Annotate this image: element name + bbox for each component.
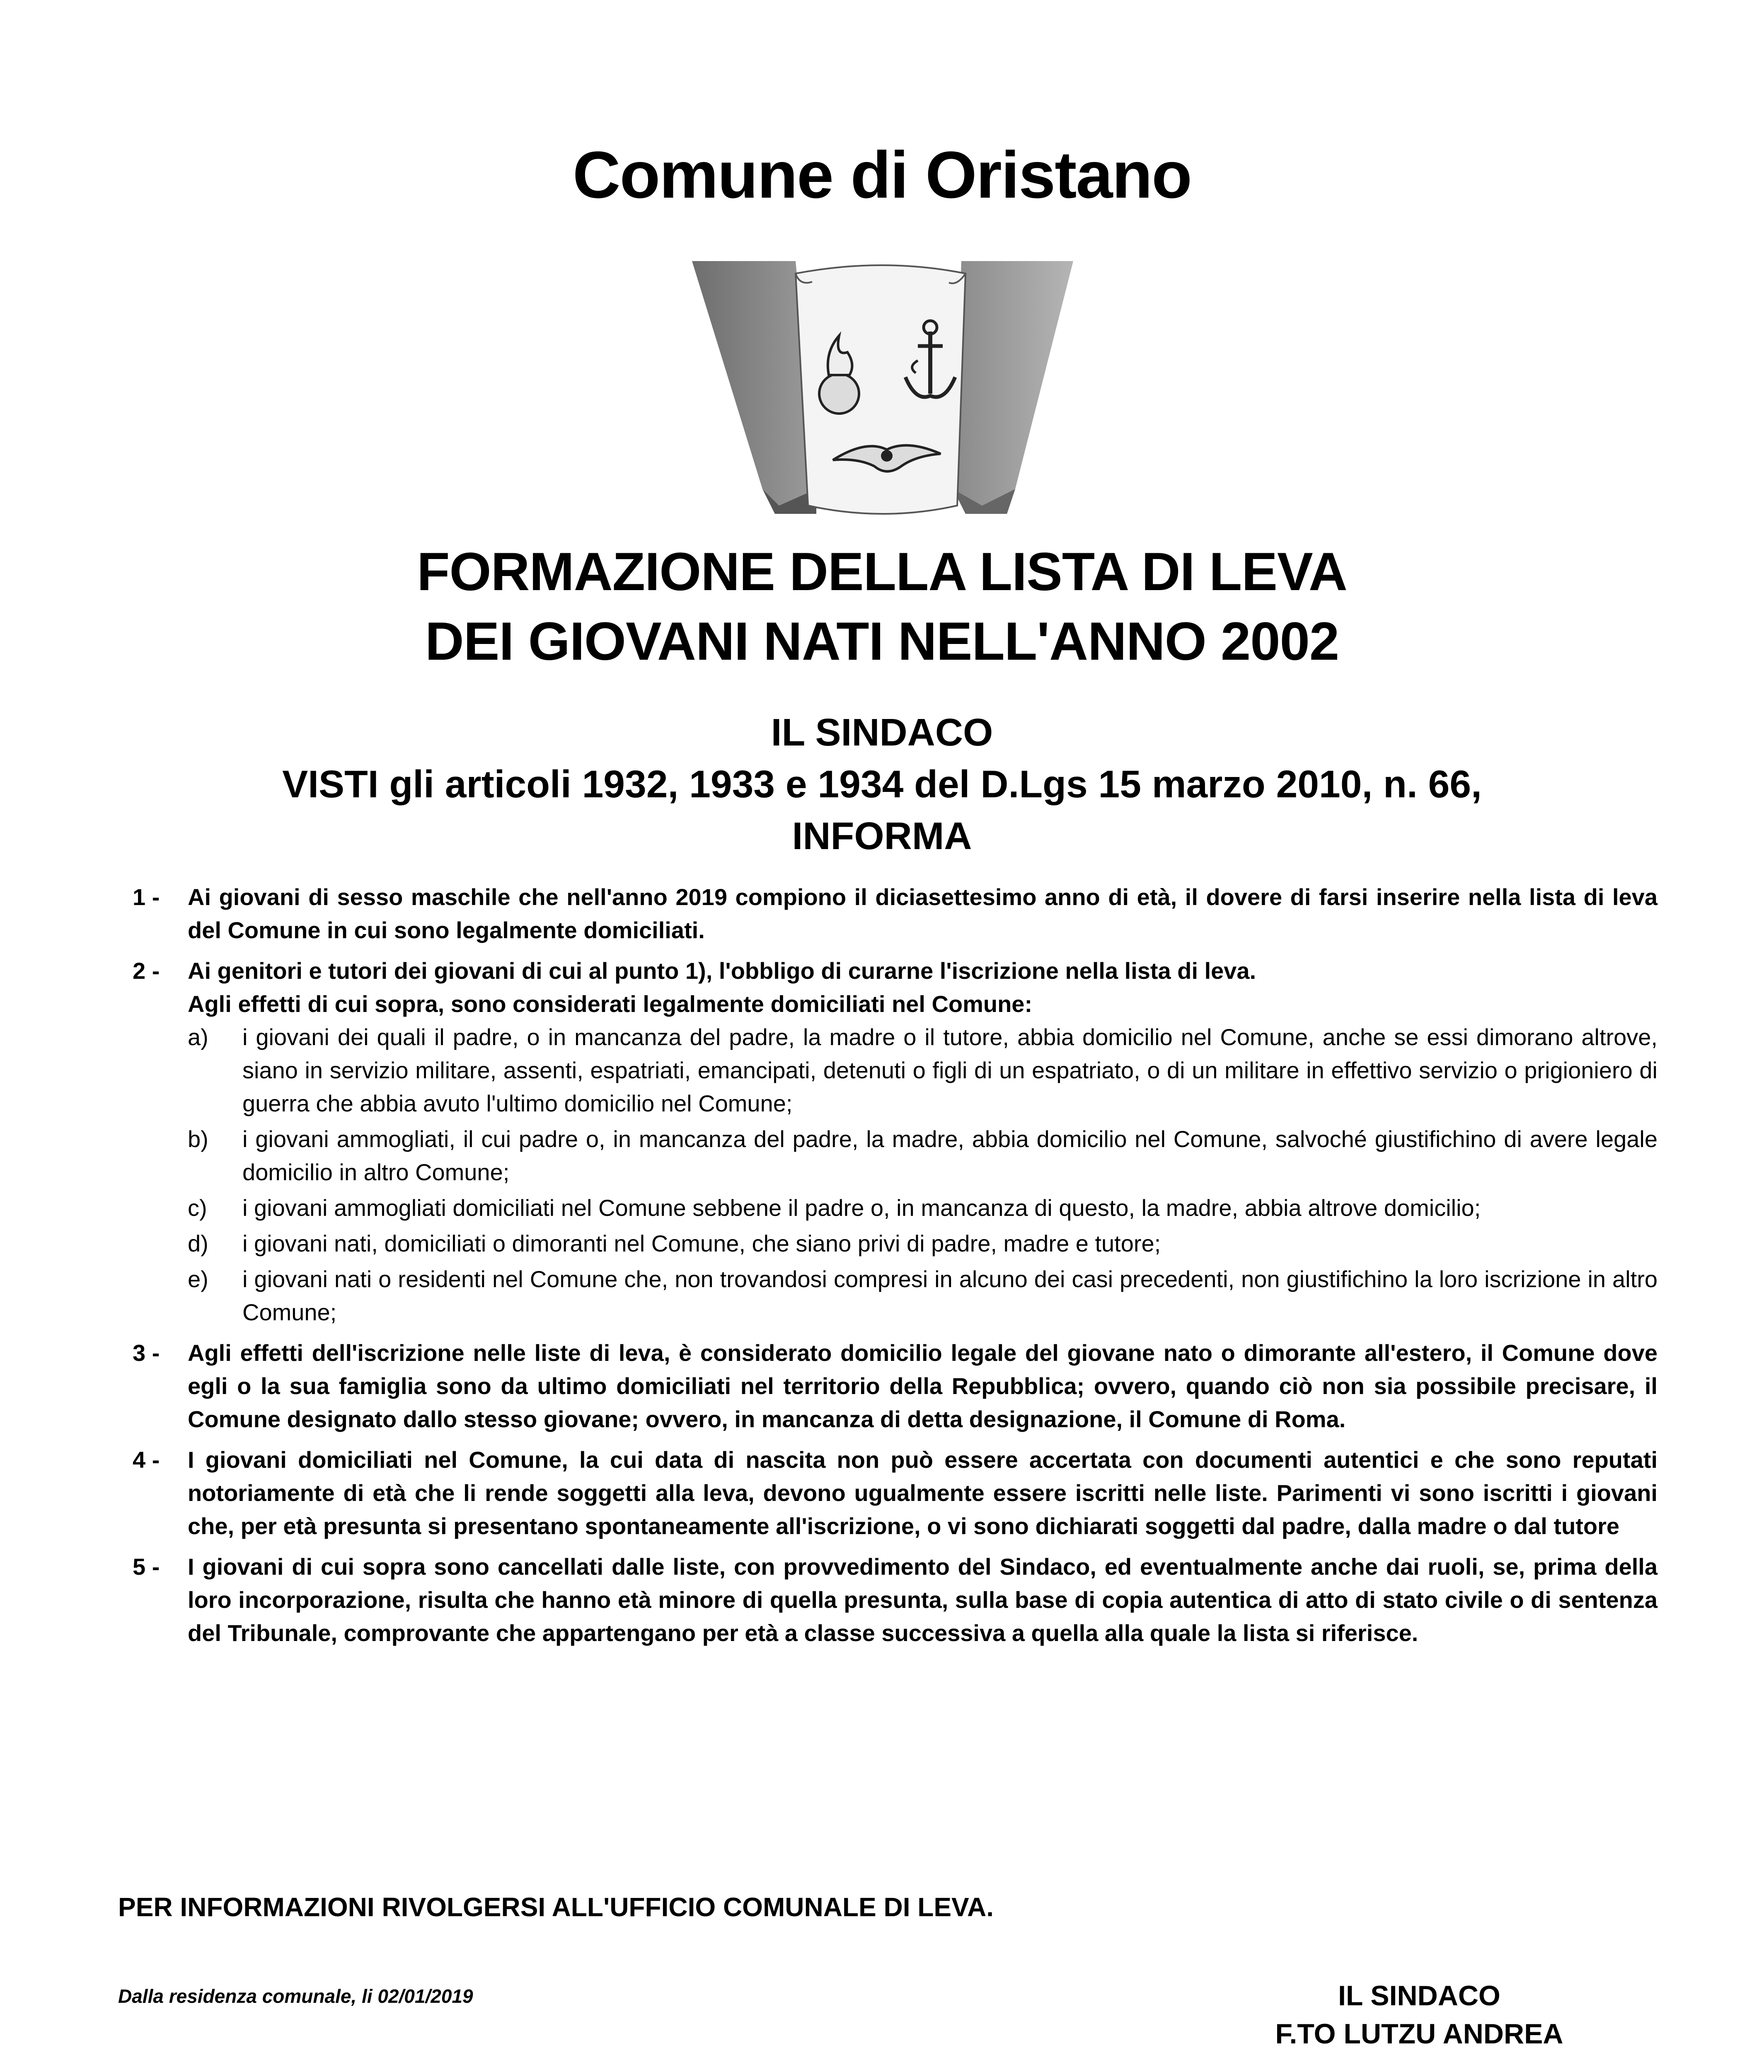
list-item	[188, 1123, 1658, 1189]
item-number: 1 -	[133, 884, 160, 910]
item-text: I giovani domiciliati nel Comune, la cui data di nascita non può essere accertata con documenti autentici e che sono reputati notoriamente di età che li rende soggetti alla leva, devono ugualmente essere iscritti nelle liste. Parimenti vi sono iscritti i giovani che, per età presunta si presentano spontaneamente all'iscrizione, o vi sono dichiarati soggetti dal padre, dalla madre o dal tutore	[188, 1447, 1658, 1539]
list-item-text: i giovani nati, domiciliati o dimoranti nel Comune, che siano privi di padre, madre e tutore;	[242, 1230, 1161, 1256]
list-item-text: i giovani ammogliati domiciliati nel Comune sebbene il padre o, in mancanza di questo, la madre, abbia altrove domicilio;	[242, 1195, 1481, 1221]
info-contact-line: PER INFORMAZIONI RIVOLGERSI ALL'UFFICIO COMUNALE DI LEVA.	[118, 1892, 994, 1922]
item-text: I giovani di cui sopra sono cancellati dalle liste, con provvedimento del Sindaco, ed eventualmente anche dai ruoli, se, prima della loro incorporazione, risulta che hanno età minore di quella presunta, sulla base di copia autentica di atto di stato civile o di sentenza del Tribunale, comprovante che appartengano per età a classe successiva a quella alla quale la lista si riferisce.	[188, 1554, 1658, 1646]
military-emblem-icon	[692, 257, 1073, 522]
municipality-title: Comune di Oristano	[573, 138, 1191, 212]
list-item	[188, 1227, 1658, 1260]
item-text: Ai genitori e tutori dei giovani di cui al punto 1), l'obbligo di curarne l'iscrizione nella lista di leva.	[188, 958, 1256, 984]
list-item	[188, 1263, 1658, 1329]
list-item-text: i giovani dei quali il padre, o in mancanza del padre, la madre o il tutore, abbia domicilio nel Comune, anche se essi dimorano altrove, siano in servizio militare, assenti, espatriati, emancipati, detenuti o figli di un espatriato, o di un militare in effettivo servizio o prigioniero di guerra che abbia avuto l'ultimo domicilio nel Comune;	[242, 1024, 1658, 1116]
headline-line-1: FORMAZIONE DELLA LISTA DI LEVA	[417, 541, 1347, 602]
list-item-letter: b)	[188, 1126, 208, 1152]
item-text: Agli effetti dell'iscrizione nelle liste di leva, è considerato domicilio legale del giovane nato o dimorante all'estero, il Comune dove egli o la sua famiglia sono da ultimo domiciliati nel territorio della Repubblica; ovvero, quando ciò non sia possibile precisare, il Comune designato dallo stesso giovane; ovvero, in mancanza di detta designazione, il Comune di Roma.	[188, 1340, 1658, 1432]
list-item-letter: c)	[188, 1195, 207, 1221]
item-number: 4 -	[133, 1447, 160, 1473]
notice-headline	[0, 537, 1764, 676]
headline-line-2: DEI GIOVANI NATI NELL'ANNO 2002	[425, 611, 1339, 671]
notice-item-5	[133, 1550, 1658, 1650]
list-item-letter: a)	[188, 1024, 208, 1050]
domicile-cases-list	[188, 1021, 1658, 1329]
signature-name: F.TO LUTZU ANDREA	[1275, 2018, 1563, 2050]
notice-item-1	[133, 881, 1658, 947]
sindaco-heading: IL SINDACO	[771, 711, 993, 754]
visti-line: VISTI gli articoli 1932, 1933 e 1934 del D.Lgs 15 marzo 2010, n. 66,	[282, 762, 1482, 806]
notice-item-3	[133, 1336, 1658, 1436]
notice-items	[133, 881, 1658, 1657]
item-text: Ai giovani di sesso maschile che nell'anno 2019 compiono il diciasettesimo anno di età, il dovere di farsi inserire nella lista di leva del Comune in cui sono legalmente domiciliati.	[188, 884, 1658, 943]
signature-block	[1202, 1977, 1637, 2072]
item-text: Agli effetti di cui sopra, sono considerati legalmente domiciliati nel Comune:	[188, 991, 1033, 1017]
list-item-letter: d)	[188, 1230, 208, 1256]
sindaco-declaration	[0, 707, 1764, 862]
list-item-text: i giovani nati o residenti nel Comune che, non trovandosi compresi in alcuno dei casi precedenti, non giustifichino la loro iscrizione in altro Comune;	[242, 1266, 1658, 1325]
item-number: 3 -	[133, 1340, 160, 1366]
notice-item-2	[133, 954, 1658, 1329]
notice-item-4	[133, 1443, 1658, 1543]
list-item	[188, 1191, 1658, 1225]
date-line: Dalla residenza comunale, li 02/01/2019	[118, 1985, 473, 2007]
informa-heading: INFORMA	[792, 814, 972, 857]
list-item-letter: e)	[188, 1266, 208, 1292]
signature-title: IL SINDACO	[1338, 1980, 1500, 2011]
list-item	[188, 1021, 1658, 1120]
list-item-text: i giovani ammogliati, il cui padre o, in mancanza del padre, la madre, abbia domicilio nel Comune, salvoché giustifichino di avere legale domicilio in altro Comune;	[242, 1126, 1658, 1185]
item-number: 5 -	[133, 1554, 160, 1580]
item-number: 2 -	[133, 958, 160, 984]
